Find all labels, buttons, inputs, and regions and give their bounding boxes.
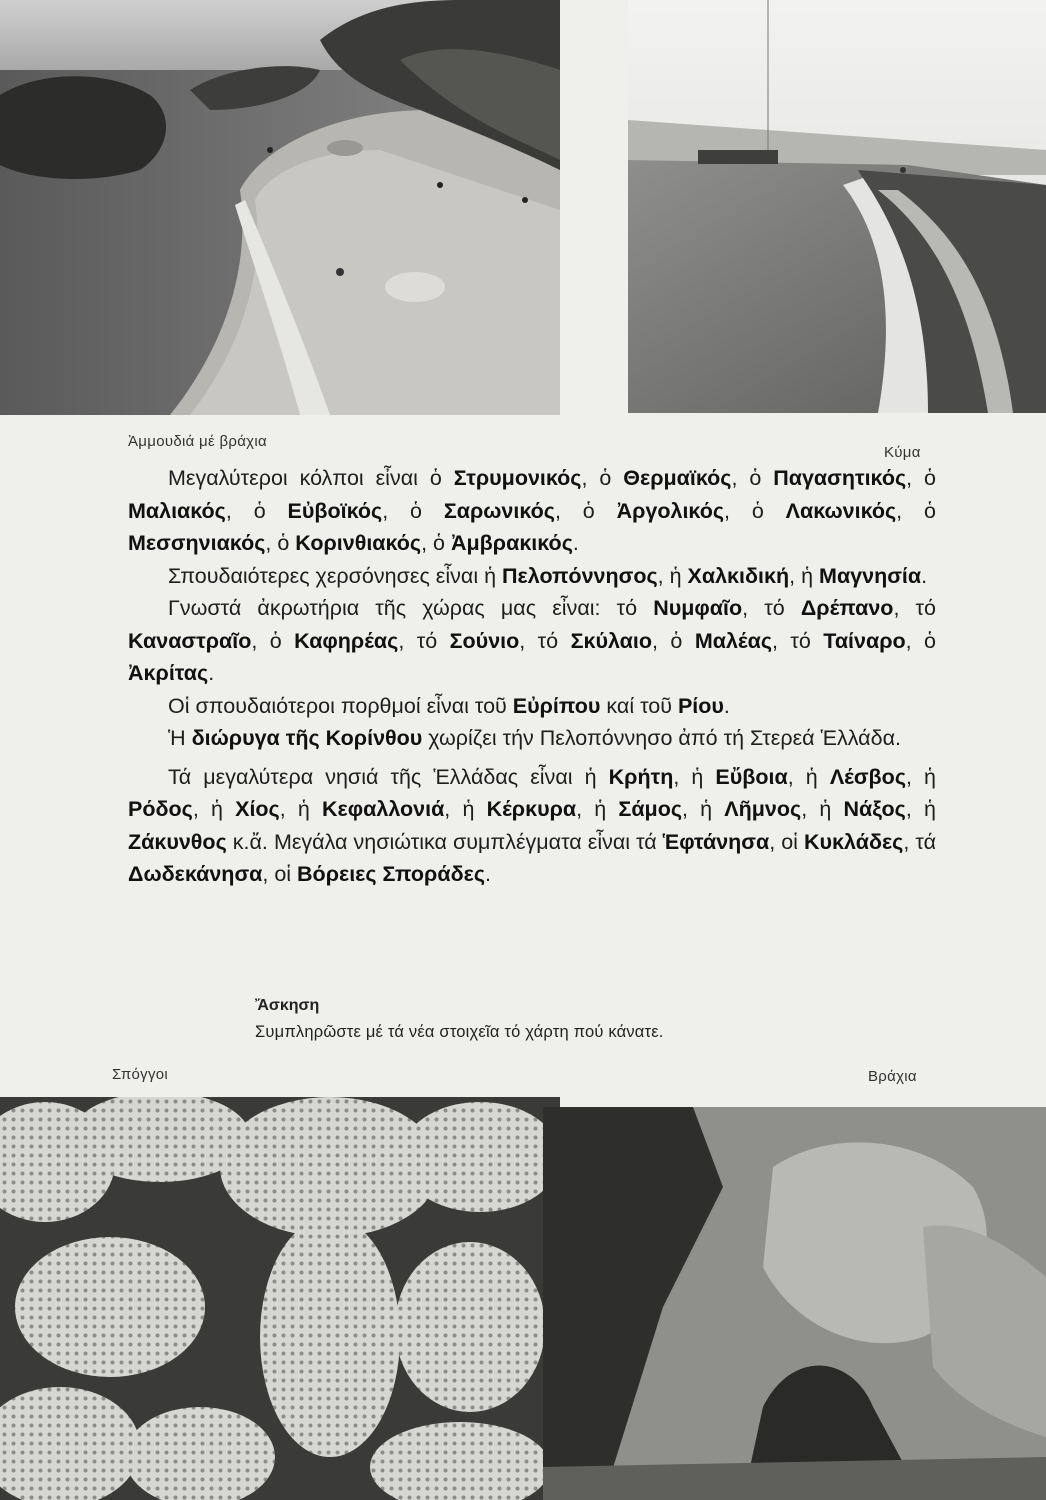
bold-term: Λακωνικός	[785, 498, 897, 523]
text-run: .	[921, 563, 928, 588]
bold-term: Μαλέας	[694, 628, 772, 653]
bold-term: Κορινθιακός	[295, 531, 422, 555]
exercise-title: Ἄσκηση	[255, 997, 320, 1014]
bold-term: Βόρειες Σποράδες	[297, 862, 485, 886]
bold-term: Καναστραῖο	[128, 628, 252, 653]
text-run: , ὁ	[652, 628, 695, 653]
paragraph-canal	[128, 722, 936, 755]
bold-term: Λῆμνος	[724, 797, 802, 821]
text-run: , τό	[772, 628, 824, 653]
bold-term: Σκύλαιο	[570, 628, 652, 653]
text-run: , ἡ	[673, 764, 716, 789]
text-run: , ἡ	[576, 797, 619, 821]
bold-term: Χίος	[235, 797, 280, 821]
text-run: , ὁ	[251, 628, 295, 653]
text-run: , τά	[903, 829, 936, 854]
bold-term: Κυκλάδες	[804, 829, 904, 854]
text-run: , τό	[893, 596, 936, 620]
bold-term: Λέσβος	[829, 764, 906, 789]
bold-term: Ταίναρο	[823, 628, 906, 653]
bold-term: Ἀκρίτας	[128, 661, 209, 685]
text-run: Γνωστά ἀκρωτήρια τῆς χώρας μας εἶναι: τό	[168, 596, 654, 620]
bold-term: Δωδεκάνησα	[128, 862, 263, 886]
bold-term: Εὐρίπου	[512, 693, 601, 718]
text-run: , τό	[742, 596, 801, 620]
bold-term: Κρήτη	[608, 764, 674, 789]
rocks-photo	[543, 1107, 1046, 1500]
bold-term: Σάμος	[618, 797, 683, 821]
bold-term: Μαλιακός	[128, 498, 226, 523]
bold-term: Στρυμονικός	[453, 466, 582, 490]
bold-term: Σούνιο	[449, 628, 520, 653]
text-run: , οἱ	[262, 862, 298, 886]
bold-term: Πελοπόννησος	[502, 563, 658, 588]
text-run: Οἱ σπουδαιότεροι πορθμοί εἶναι τοῦ	[168, 693, 513, 718]
bold-term: Κέρκυρα	[486, 797, 577, 821]
bold-term: Κεφαλλονιά	[322, 797, 445, 821]
text-run: , οἱ	[769, 829, 804, 854]
bold-term: διώρυγα τῆς Κορίνθου	[191, 726, 423, 750]
paragraph-islands	[128, 761, 936, 891]
beach-with-rocks-photo	[0, 0, 560, 415]
text-run: , ὁ	[265, 531, 296, 555]
paragraph-capes	[128, 592, 936, 690]
text-run: , ὁ	[225, 498, 288, 523]
text-run: , ἡ	[787, 764, 830, 789]
bold-term: Εὐβοϊκός	[287, 498, 383, 523]
text-run: .	[485, 862, 491, 886]
wave-photo-caption: Κύμα	[884, 444, 921, 461]
text-run: , ἡ	[279, 797, 323, 821]
text-run: , ἡ	[682, 797, 725, 821]
paragraph-straits	[128, 690, 936, 723]
bold-term: Ζάκυνθος	[128, 829, 227, 854]
text-run: κ.ἄ. Μεγάλα νησιώτικα συμπλέγματα εἶναι τά	[226, 829, 663, 854]
bold-term: Σαρωνικός	[443, 498, 555, 523]
text-run: , ὁ	[554, 498, 617, 523]
bold-term: Ρίου	[677, 693, 724, 718]
sponges-photo-caption: Σπόγγοι	[112, 1066, 169, 1083]
exercise-text: Συμπληρῶστε μέ τά νέα στοιχεῖα τό χάρτη πού κάνατε.	[255, 1023, 664, 1041]
text-run: Μεγαλύτεροι κόλποι εἶναι ὁ	[168, 466, 454, 490]
bold-term: Χαλκιδική	[687, 563, 790, 588]
bold-term: Ρόδος	[128, 797, 193, 821]
text-run: Σπουδαιότερες χερσόνησες εἶναι ἡ	[168, 563, 503, 588]
exercise-box	[255, 997, 855, 1042]
text-run: , ἡ	[906, 764, 936, 789]
text-run: καί τοῦ	[600, 693, 678, 718]
text-run: , ὁ	[382, 498, 444, 523]
text-run: , ἡ	[444, 797, 487, 821]
sponges-photo	[0, 1097, 560, 1500]
bold-term: Μεσσηνιακός	[128, 531, 266, 555]
text-run: , ὁ	[905, 628, 937, 653]
text-run: , ἡ	[192, 797, 236, 821]
bold-term: Νάξος	[843, 797, 906, 821]
rocks-photo-caption: Βράχια	[868, 1068, 917, 1085]
text-run: χωρίζει τήν Πελοπόννησο ἀπό τή Στερεά Ἑλλάδα.	[422, 726, 901, 750]
bold-term: Καφηρέας	[294, 628, 399, 653]
text-run: Ἡ	[168, 726, 192, 750]
bold-term: Ἑφτάνησα	[662, 829, 770, 854]
text-run: , τό	[398, 628, 450, 653]
main-text	[128, 462, 936, 891]
text-run: , ὁ	[724, 498, 786, 523]
bold-term: Νυμφαῖο	[653, 596, 743, 620]
bold-term: Ἀμβρακικός	[451, 531, 573, 555]
bold-term: Ἀργολικός	[616, 498, 725, 523]
bold-term: Δρέπανο	[800, 596, 894, 620]
text-run: .	[723, 693, 730, 718]
beach-photo-caption: Ἀμμουδιά μέ βράχια	[128, 433, 267, 450]
paragraph-gulfs	[128, 462, 936, 560]
text-run: , ὁ	[906, 466, 936, 490]
bold-term: Μαγνησία	[819, 563, 922, 588]
text-run: , ἡ	[801, 797, 844, 821]
text-run: , τό	[519, 628, 571, 653]
text-run: .	[572, 531, 579, 555]
wave-photo	[628, 0, 1046, 413]
text-run: , ὁ	[731, 466, 774, 490]
text-run: , ὁ	[581, 466, 624, 490]
bold-term: Εὔβοια	[715, 764, 788, 789]
text-run: , ὁ	[421, 531, 451, 555]
text-run: , ἡ	[905, 797, 936, 821]
text-run: , ὁ	[896, 498, 936, 523]
text-run: .	[208, 661, 215, 685]
bold-term: Παγασητικός	[773, 466, 907, 490]
text-run: , ἡ	[789, 563, 820, 588]
paragraph-peninsulas	[128, 560, 936, 593]
text-run: , ἡ	[657, 563, 688, 588]
text-run: Τά μεγαλύτερα νησιά τῆς Ἑλλάδας εἶναι ἡ	[168, 764, 609, 789]
bold-term: Θερμαϊκός	[623, 466, 732, 490]
